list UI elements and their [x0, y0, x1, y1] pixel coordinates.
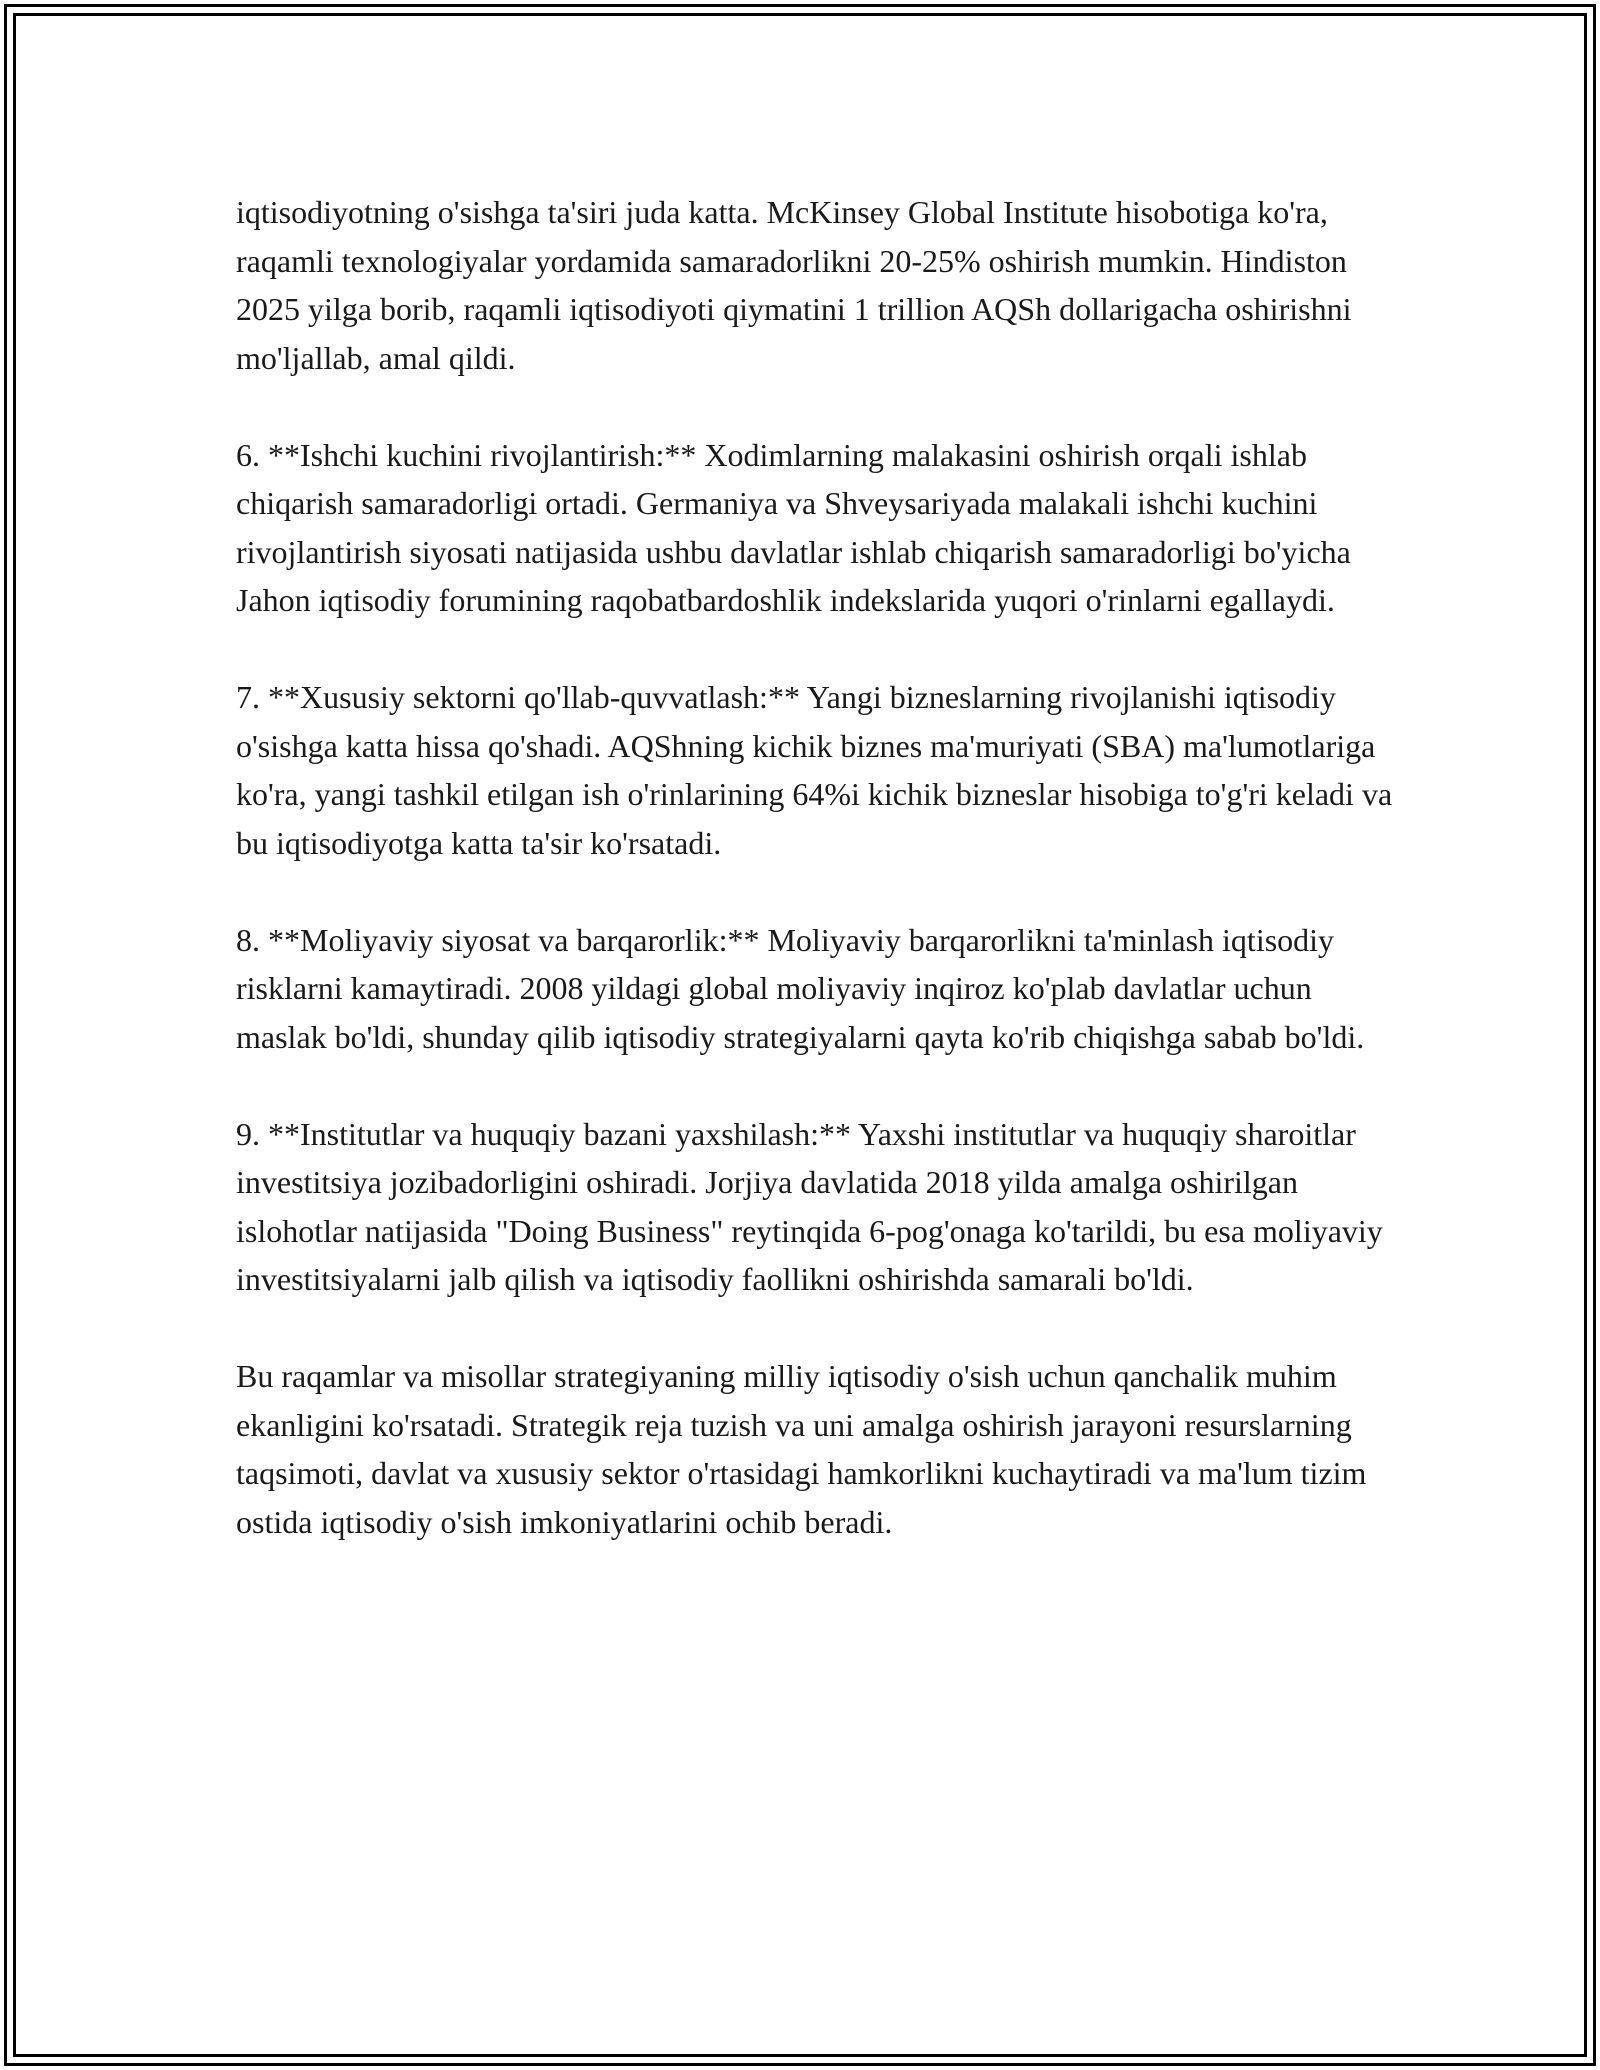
document-body [236, 188, 1396, 1546]
paragraph-institutions-legal: 9. **Institutlar va huquqiy bazani yaxshilash:** Yaxshi institutlar va huquqiy sharoitlar investitsiya jozibadorligini oshiradi. Jorjiya davlatida 2018 yilda amalga oshirilgan islohotlar natijasida "Doing Business" reytinqida 6-pog'onaga ko'tarildi, bu esa moliyaviy investitsiyalarni jalb qilish va iqtisodiy faollikni oshirishda samarali bo'ldi. [236, 1115, 1383, 1297]
paragraph-private-sector-support: 7. **Xususiy sektorni qo'llab-quvvatlash:** Yangi bizneslarning rivojlanishi iqtisodiy o'sishga katta hissa qo'shadi. AQShning kichik biznes ma'muriyati (SBA) ma'lumotlariga ko'ra, yangi tashkil etilgan ish o'rinlarining 64%i kichik bizneslar hisobiga to'g'ri keladi va bu iqtisodiyotga katta ta'sir ko'rsatadi. [236, 679, 1393, 861]
paragraph-financial-policy: 8. **Moliyaviy siyosat va barqarorlik:** Moliyaviy barqarorlikni ta'minlash iqtisodiy risklarni kamaytiradi. 2008 yildagi global moliyaviy inqiroz ko'plab davlatlar uchun maslak bo'ldi, shunday qilib iqtisodiy strategiyalarni qayta ko'rib chiqishga sabab bo'ldi. [236, 921, 1365, 1055]
paragraph-digital-economy: iqtisodiyotning o'sishga ta'siri juda katta. McKinsey Global Institute hisobotiga ko'ra, raqamli texnologiyalar yordamida samaradorlikni 20-25% oshirish mumkin. Hindiston 2025 yilga borib, raqamli iqtisodiyoti qiymatini 1 trillion AQSh dollarigacha oshirishni mo'ljallab, amal qildi. [236, 194, 1352, 376]
paragraph-workforce-development: 6. **Ishchi kuchini rivojlantirish:** Xodimlarning malakasini oshirish orqali ishlab chiqarish samaradorligi ortadi. Germaniya va Shveysariyada malakali ishchi kuchini rivojlantirish siyosati natijasida ushbu davlatlar ishlab chiqarish samaradorligi bo'yicha Jahon iqtisodiy forumining raqobatbardoshlik indekslarida yuqori o'rinlarni egallaydi. [236, 436, 1351, 618]
paragraph-conclusion: Bu raqamlar va misollar strategiyaning milliy iqtisodiy o'sish uchun qanchalik muhim ekanligini ko'rsatadi. Strategik reja tuzish va uni amalga oshirish jarayoni resurslarning taqsimoti, davlat va xususiy sektor o'rtasidagi hamkorlikni kuchaytiradi va ma'lum tizim ostida iqtisodiy o'sish imkoniyatlarini ochib beradi. [236, 1358, 1367, 1540]
